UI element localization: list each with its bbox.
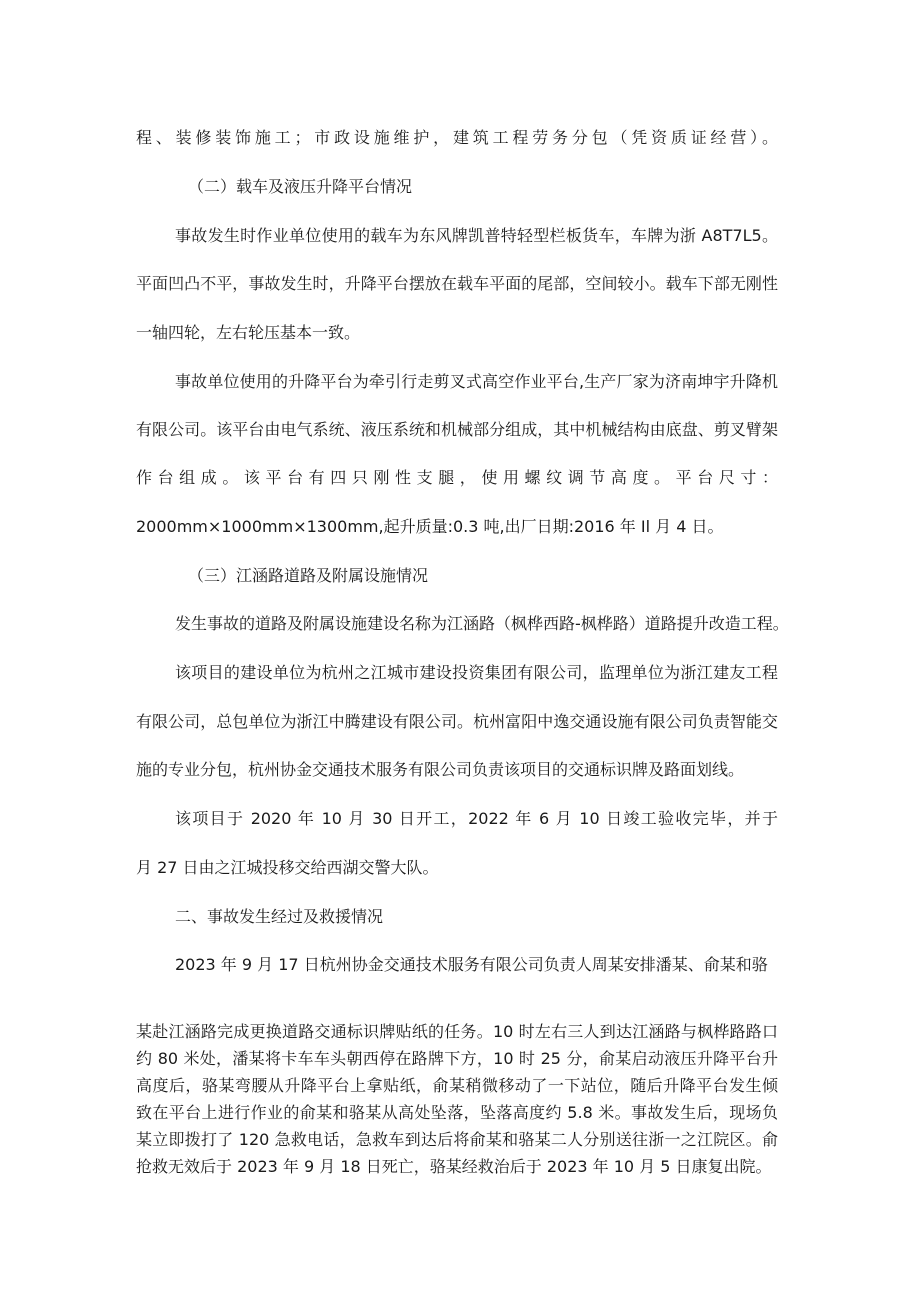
text-line-22: 致在平台上进行作业的俞某和骆某从高处坠落，坠落高度约 5.8 米。事故发生后，现场负 [136, 1103, 778, 1122]
text-line-24: 抢救无效后于 2023 年 9 月 18 日死亡，骆某经救治后于 2023 年 10 月 5 日康复出院。 [136, 1157, 772, 1176]
text-line-3: 事故发生时作业单位使用的载车为东风牌凯普特轻型栏板货车，车牌为浙 A8T7L5。 [175, 226, 778, 245]
text-line-14: 施的专业分包，杭州协金交通技术服务有限公司负责该项目的交通标识牌及路面划线。 [136, 760, 745, 779]
text-line-23: 某立即拨打了 120 急救电话，急救车到达后将俞某和骆某二人分别送往浙一之江院区。俞 [136, 1130, 778, 1149]
text-line-19: 某赴江涵路完成更换道路交通标识牌贴纸的任务。10 时左右三人到达江涵路与枫桦路路口 [136, 1022, 778, 1041]
text-line-11: 发生事故的道路及附属设施建设名称为江涵路（枫桦西路-枫桦路）道路提升改造工程。 [175, 614, 789, 633]
text-line-20: 约 80 米处，潘某将卡车车头朝西停在路牌下方，10 时 25 分，俞某启动液压升降平台升 [136, 1049, 778, 1068]
text-line-7: 有限公司。该平台由电气系统、液压系统和机械部分组成，其中机械结构由底盘、剪叉臂架 [136, 420, 778, 439]
subsection-heading-2: （二）载车及液压升降平台情况 [188, 177, 413, 196]
subsection-heading-3: （三）江涵路道路及附属设施情况 [188, 566, 429, 585]
section-heading-2: 二、事故发生经过及救援情况 [175, 907, 384, 926]
text-line-5: 一轴四轮，左右轮压基本一致。 [136, 323, 361, 342]
text-line-4: 平面凹凸不平，事故发生时，升降平台摆放在载车平面的尾部，空间较小。载车下部无刚性 [136, 274, 778, 293]
text-line-16: 月 27 日由之江城投移交给西湖交警大队。 [136, 858, 439, 877]
text-line-12: 该项目的建设单位为杭州之江城市建设投资集团有限公司，监理单位为浙江建友工程 [175, 663, 778, 682]
text-line-13: 有限公司，总包单位为浙江中腾建设有限公司。杭州富阳中逸交通设施有限公司负责智能交 [136, 712, 778, 731]
text-line-9: 2000mm×1000mm×1300mm,起升质量:0.3 吨,出厂日期:2016 年 Il 月 4 日。 [136, 517, 724, 536]
text-line-21: 高度后，骆某弯腰从升降平台上拿贴纸，俞某稍微移动了一下站位，随后升降平台发生倾 [136, 1076, 778, 1095]
text-line-1: 程、装修装饰施工；市政设施维护，建筑工程劳务分包（凭资质证经营）。 [136, 128, 778, 147]
text-line-6: 事故单位使用的升降平台为牵引行走剪叉式高空作业平台,生产厂家为济南坤宇升降机 [175, 372, 778, 391]
text-line-8: 作台组成。该平台有四只刚性支腿，使用螺纹调节高度。平台尺寸： [136, 468, 778, 487]
text-line-18: 2023 年 9 月 17 日杭州协金交通技术服务有限公司负责人周某安排潘某、俞某和骆 [175, 955, 768, 974]
text-line-15: 该项目于 2020 年 10 月 30 日开工，2022 年 6 月 10 日竣工验收完毕，并于 [175, 809, 778, 828]
